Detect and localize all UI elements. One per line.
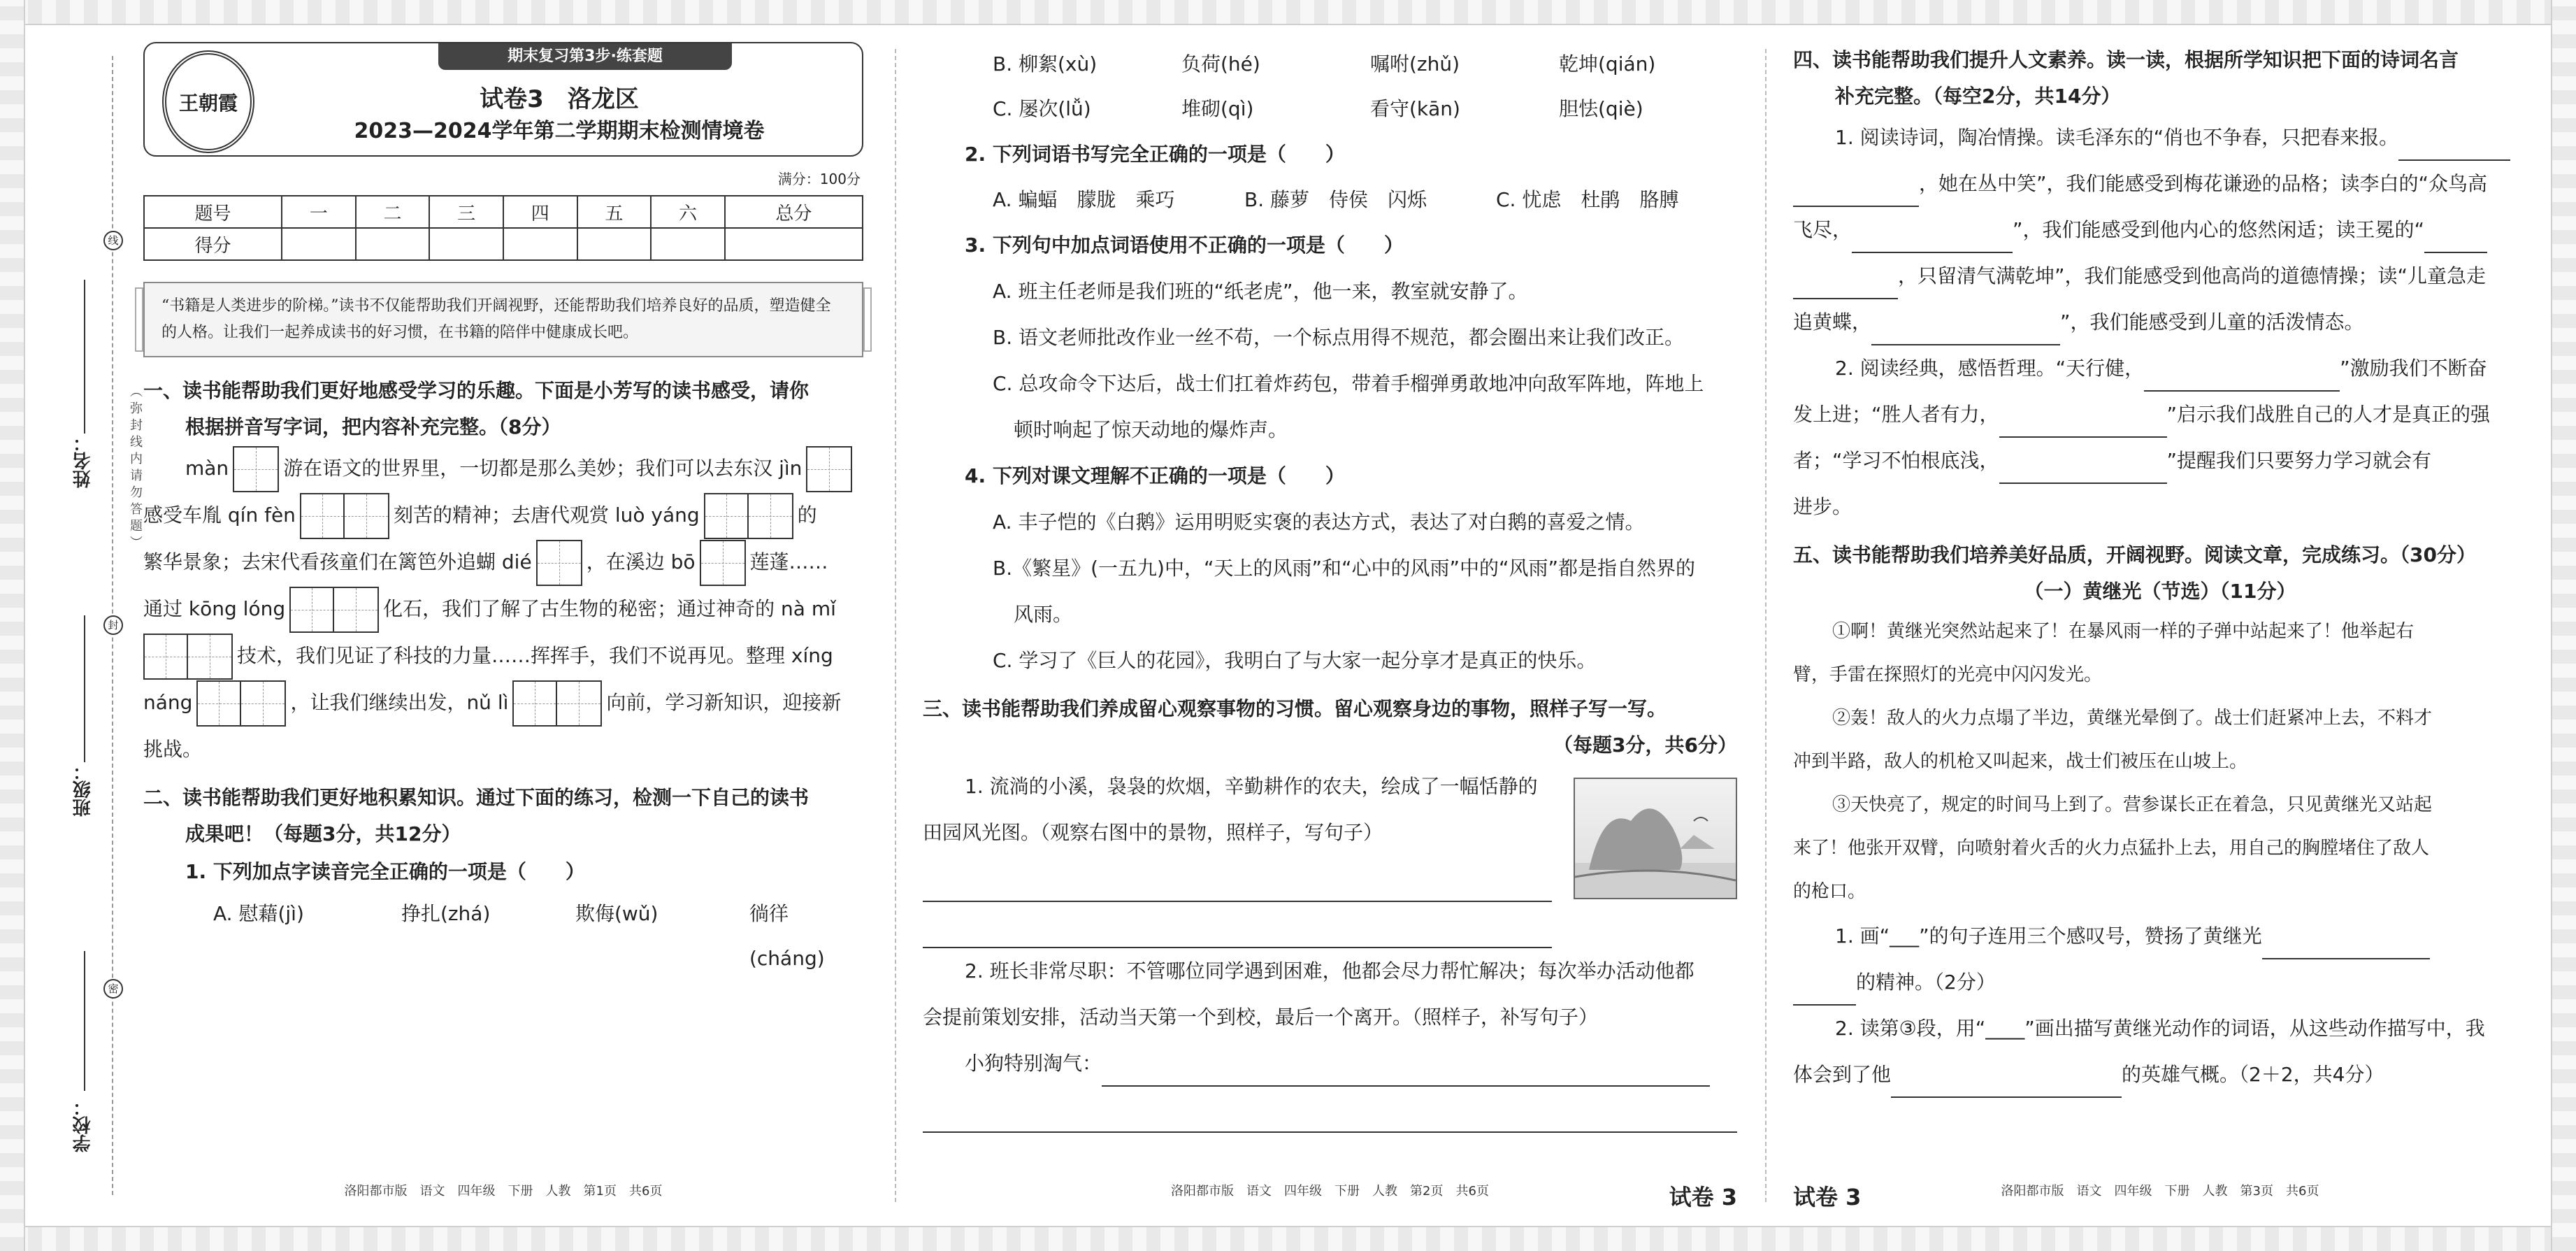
page-footer: 洛阳都市版 语文 四年级 下册 人教 第1页 共6页: [344, 1184, 663, 1199]
pinyin-line: [143, 680, 863, 727]
seal-notice: （弥封线内请勿答题）: [128, 385, 143, 552]
answer-line[interactable]: [923, 856, 1552, 902]
option[interactable]: B. 语文老师批改作业一丝不苟，一个标点用得不规范，都会圈出来让我们改正。: [993, 326, 1685, 349]
section-5-title: 五、读书能帮助我们培养美好品质，开阔视野。阅读文章，完成练习。（30分）: [1793, 543, 2476, 566]
char-grid[interactable]: [289, 587, 379, 633]
question-3-2-answer: [923, 1041, 1737, 1087]
seal-chip: 封: [103, 615, 123, 635]
full-score: 满分：100分: [777, 171, 861, 187]
answer-blank[interactable]: [1999, 455, 2167, 484]
passage-title: （一）黄继光（节选）（11分）: [2024, 580, 2296, 603]
page-1: [143, 42, 863, 1209]
option[interactable]: A. 班主任老师是我们班的“纸老虎”，他一来，教室就安静了。: [993, 280, 1528, 303]
text: 的英雄气概。（2＋2，共4分）: [2122, 1063, 2384, 1086]
answer-blank[interactable]: [2144, 362, 2340, 392]
score-header: 六: [651, 196, 725, 228]
page-footer: 洛阳都市版 语文 四年级 下册 人教 第3页 共6页: [2001, 1184, 2319, 1199]
bottom-border: [0, 1226, 2576, 1251]
option[interactable]: A. 慰藉(jì): [213, 902, 304, 925]
binding-sidebar: [42, 56, 143, 1195]
answer-blank[interactable]: [1891, 1068, 2122, 1098]
score-cell[interactable]: [429, 228, 503, 260]
text: [1793, 207, 2527, 253]
option[interactable]: A. 丰子恺的《白鹅》运用明贬实褒的表达方式，表达了对白鹅的喜爱之情。: [993, 510, 1645, 534]
passage-paragraph: ②轰！敌人的火力点塌了半边，黄继光晕倒了。战士们赶紧冲上去，不料才: [1832, 708, 2433, 729]
option[interactable]: B. 藤萝 侍侯 闪烁: [1244, 188, 1427, 211]
text: ”提醒我们只要努力学习就会有: [2166, 449, 2432, 472]
text: [1793, 438, 2527, 484]
seal-chip: 线: [103, 231, 123, 250]
passage-paragraph: 来了！他张开双臂，向喷射着火舌的火力点猛扑上去，用自己的胸膛堵住了敌人: [1793, 838, 2430, 859]
char-grid[interactable]: [700, 540, 746, 586]
options-row: [923, 178, 1737, 222]
answer-blank[interactable]: [1999, 408, 2167, 438]
text: 的精神。（2分）: [1856, 971, 1996, 994]
char-grid[interactable]: [233, 446, 279, 492]
right-border: [2551, 0, 2576, 1251]
score-header: 四: [503, 196, 577, 228]
option: 嘱咐(zhǔ): [1370, 52, 1460, 76]
text: 感受车胤 qín fèn: [143, 503, 296, 527]
text: 技术，我们见证了科技的力量……挥挥手，我们不说再见。整理 xíng: [237, 644, 833, 667]
pinyin-line: [143, 539, 863, 586]
page-divider: [1765, 49, 1766, 1202]
school-line: [84, 951, 85, 1091]
option: 胆怯(qiè): [1559, 97, 1643, 120]
text: ，她在丛中笑”，我们能感受到梅花谦逊的品格；读李白的“众鸟高: [1919, 172, 2488, 195]
score-cell[interactable]: [651, 228, 725, 260]
answer-blank[interactable]: [1871, 316, 2060, 345]
answer-line[interactable]: [1102, 1057, 1710, 1087]
text: ，只留清气满乾坤”，我们能感受到他高尚的道德情操；读“儿童急走: [1898, 264, 2487, 287]
option[interactable]: A. 蝙蝠 朦胧 乘巧: [993, 188, 1175, 211]
score-header: 一: [282, 196, 356, 228]
section-1-title: 一、读书能帮助我们更好地感受学习的乐趣。下面是小芳写的读书感受，请你: [143, 379, 810, 402]
question-5-1: [1793, 913, 2527, 959]
option: 堆砌(qì): [1181, 97, 1254, 120]
score-row-label: 得分: [144, 228, 282, 260]
text: 体会到了他: [1793, 1063, 1892, 1086]
section-3-points: （每题3分，共6分）: [1553, 734, 1737, 757]
passage-paragraph: ①啊！黄继光突然站起来了！在暴风雨一样的子弹中站起来了！他举起右: [1832, 621, 2415, 642]
text: 通过 kōng lóng: [143, 597, 286, 620]
option[interactable]: C. 屡次(lǚ): [993, 97, 1091, 120]
score-header: 三: [429, 196, 503, 228]
section-3-title: 三、读书能帮助我们养成留心观察事物的习惯。留心观察身边的事物，照样子写一写。: [923, 697, 1667, 720]
section-2-title-cont: 成果吧！（每题3分，共12分）: [185, 822, 461, 845]
score-header: 二: [356, 196, 430, 228]
text: 小狗特别淘气：: [965, 1052, 1102, 1075]
passage-paragraph: ③天快亮了，规定的时间马上到了。营参谋长正在着急，只见黄继光又站起: [1832, 794, 2433, 815]
text: 追黄蝶，: [1793, 310, 1872, 334]
text: 挑战。: [143, 738, 203, 761]
exam-header: [143, 42, 863, 157]
char-grid[interactable]: [300, 493, 389, 539]
question-5-2-cont: [1793, 1052, 2527, 1098]
answer-blank[interactable]: [1793, 270, 1898, 299]
text: 飞尽，: [1793, 218, 1852, 241]
section-1-title-cont: 根据拼音写字词，把内容补充完整。（8分）: [185, 415, 561, 438]
char-grid[interactable]: [196, 680, 286, 727]
text: ”激励我们不断奋: [2340, 357, 2487, 380]
text: ，在溪边 bō: [586, 550, 696, 573]
publisher-logo: 王朝霞: [162, 50, 254, 153]
answer-blank[interactable]: [1852, 224, 2013, 253]
answer-blank[interactable]: [1793, 976, 1856, 1006]
char-grid[interactable]: [704, 493, 793, 539]
text: [1793, 345, 2527, 392]
option[interactable]: B. 柳絮(xù): [993, 52, 1098, 76]
option: 欺侮(wǔ): [575, 902, 659, 925]
option[interactable]: C. 忧虑 杜鹃 胳膊: [1496, 188, 1679, 211]
score-header: 总分: [725, 196, 863, 228]
school-label: 学校：: [73, 1098, 94, 1152]
text: 田园风光图。（观察右图中的景物，照样子，写句子）: [923, 821, 1383, 844]
option: 乾坤(qián): [1559, 52, 1656, 76]
text: ”，我们能感受到他内心的悠然闲适；读王冕的“: [2013, 218, 2425, 241]
option: 负荷(hé): [1181, 52, 1260, 76]
question-2-3: 3. 下列句中加点词语使用不正确的一项是（ ）: [965, 234, 1404, 257]
char-grid[interactable]: [806, 446, 852, 492]
question-3-1: [923, 764, 1737, 948]
option-cont: 风雨。: [1014, 603, 1073, 626]
left-border: [0, 0, 25, 1251]
section-4-title: 四、读书能帮助我们提升人文素养。读一读，根据所学知识把下面的诗词名言: [1793, 48, 2459, 71]
text: 向前，学习新知识，迎接新: [606, 691, 842, 714]
text: [1793, 392, 2527, 438]
char-grid[interactable]: [512, 680, 602, 727]
passage-paragraph: 冲到半路，敌人的机枪又叫起来，战士们被压在山坡上。: [1793, 751, 2248, 772]
text: [1793, 161, 2527, 207]
passage-paragraph: 的枪口。: [1793, 881, 1866, 902]
options-row: [923, 42, 1737, 87]
exam-tag: 试卷 3: [1669, 1184, 1737, 1210]
question-2-4: 4. 下列对课文理解不正确的一项是（ ）: [965, 464, 1345, 487]
answer-blank[interactable]: [2262, 930, 2430, 959]
page-2: [923, 42, 1737, 1209]
question-2-1: 1. 下列加点字读音完全正确的一项是（ ）: [185, 860, 585, 883]
text: 2. 阅读经典，感悟哲理。“天行健，: [1835, 357, 2145, 380]
pinyin-line: [143, 586, 863, 633]
text: 刻苦的精神；去唐代观赏 luò yáng: [393, 503, 700, 527]
passage-paragraph: 臂，手雷在探照灯的光亮中闪闪发光。: [1793, 664, 2103, 685]
score-table: [143, 195, 863, 261]
answer-blank[interactable]: [2424, 224, 2487, 253]
text: 会提前策划安排，活动当天第一个到校，最后一个离开。（照样子，补写句子）: [923, 1006, 1599, 1029]
option[interactable]: B.《繁星》(一五九)中，“天上的风雨”和“心中的风雨”中的“风雨”都是指自然界的: [993, 557, 1695, 580]
text: 进步。: [1793, 495, 1852, 518]
text: 的: [797, 503, 817, 527]
option: 看守(kān): [1370, 97, 1460, 120]
answer-line[interactable]: [923, 1087, 1737, 1133]
landscape-image: [1574, 778, 1737, 899]
option-cont: 顿时响起了惊天动地的爆炸声。: [1014, 418, 1288, 441]
char-grid[interactable]: [536, 540, 582, 586]
name-label: 姓名：: [73, 434, 94, 488]
page-footer: 洛阳都市版 语文 四年级 下册 人教 第2页 共6页: [1171, 1184, 1489, 1199]
option[interactable]: C. 学习了《巨人的花园》，我明白了与大家一起分享才是真正的快乐。: [993, 649, 1597, 672]
text: 1. 流淌的小溪，袅袅的炊烟，辛勤耕作的农夫，绘成了一幅恬静的: [965, 775, 1538, 798]
score-cell[interactable]: [503, 228, 577, 260]
exam-title: 试卷3 洛龙区: [480, 85, 639, 113]
score-cell[interactable]: [577, 228, 652, 260]
text: 莲蓬……: [749, 550, 828, 573]
options-row: [143, 892, 863, 981]
exam-tag: 试卷 3: [1793, 1184, 1862, 1210]
answer-blank[interactable]: [1793, 178, 1919, 207]
exam-subtitle: 2023—2024学年第二学期期末检测情境卷: [354, 119, 765, 143]
text: 发上进；“胜人者有力，: [1793, 403, 1999, 426]
pinyin-line: [143, 633, 863, 680]
text: ，让我们继续出发，nǔ lì: [290, 691, 509, 714]
text: náng: [143, 691, 193, 714]
score-cell[interactable]: [282, 228, 356, 260]
pinyin-line: [143, 445, 863, 492]
text: 繁华景象；去宋代看孩童们在篱笆外追蝴 dié: [143, 550, 532, 573]
score-header: 五: [577, 196, 652, 228]
text: 2. 班长非常尽职：不管哪位同学遇到困难，他都会尽力帮忙解决；每次举办活动他都: [965, 959, 1694, 982]
option: 徜徉(cháng): [749, 902, 825, 970]
answer-line[interactable]: [923, 902, 1552, 948]
text: 游在语文的世界里，一切都是那么美妙；我们可以去东汉 jìn: [283, 457, 803, 480]
question-5-2: 2. 读第③段，用“____”画出描写黄继光动作的词语，从这些动作描写中，我: [1835, 1017, 2485, 1040]
class-label: 班级：: [73, 762, 94, 817]
text: 1. 画“___”的句子连用三个感叹号，赞扬了黄继光: [1835, 924, 2262, 948]
options-row: [923, 87, 1737, 131]
text: [1793, 299, 2527, 345]
ribbon: 期末复习第3步·练套题: [438, 43, 732, 70]
text: 者；“学习不怕根底浅，: [1793, 449, 1999, 472]
pinyin-line: [143, 492, 863, 539]
class-line: [84, 615, 85, 762]
option[interactable]: C. 总攻命令下达后，战士们扛着炸药包，带着手榴弹勇敢地冲向敌军阵地，阵地上: [993, 372, 1704, 395]
pinyin: màn: [185, 457, 229, 480]
top-border: [0, 0, 2576, 25]
char-grid[interactable]: [143, 634, 233, 680]
page-divider: [895, 49, 896, 1202]
score-header: 题号: [144, 196, 282, 228]
question-5-1-cont: [1793, 959, 2527, 1006]
option: 挣扎(zhá): [401, 902, 491, 925]
score-cell[interactable]: [725, 228, 863, 260]
section-4-title-cont: 补充完整。（每空2分，共14分）: [1835, 85, 2121, 108]
text: ”启示我们战胜自己的人才是真正的强: [2166, 403, 2491, 426]
text: 1. 阅读诗词，陶冶情操。读毛泽东的“俏也不争春，只把春来报。: [1835, 126, 2399, 149]
page-3: [1793, 42, 2527, 1209]
intro-quote: “书籍是人类进步的阶梯。”读书不仅能帮助我们开阔视野，还能帮助我们培养良好的品质，塑造健全的人格。让我们一起养成读书的好习惯，在书籍的陪伴中健康成长吧。: [143, 282, 863, 357]
name-line: [84, 280, 85, 434]
score-cell[interactable]: [356, 228, 430, 260]
text: [1793, 115, 2527, 161]
text: 化石，我们了解了古生物的秘密；通过神奇的 nà mǐ: [383, 597, 836, 620]
question-2-2: 2. 下列词语书写完全正确的一项是（ ）: [965, 143, 1345, 166]
text: [1793, 253, 2527, 299]
text: ”，我们能感受到儿童的活泼情态。: [2060, 310, 2364, 334]
section-2-title: 二、读书能帮助我们更好地积累知识。通过下面的练习，检测一下自己的读书: [143, 786, 810, 809]
answer-blank[interactable]: [2398, 131, 2510, 161]
seal-chip: 密: [103, 979, 123, 999]
